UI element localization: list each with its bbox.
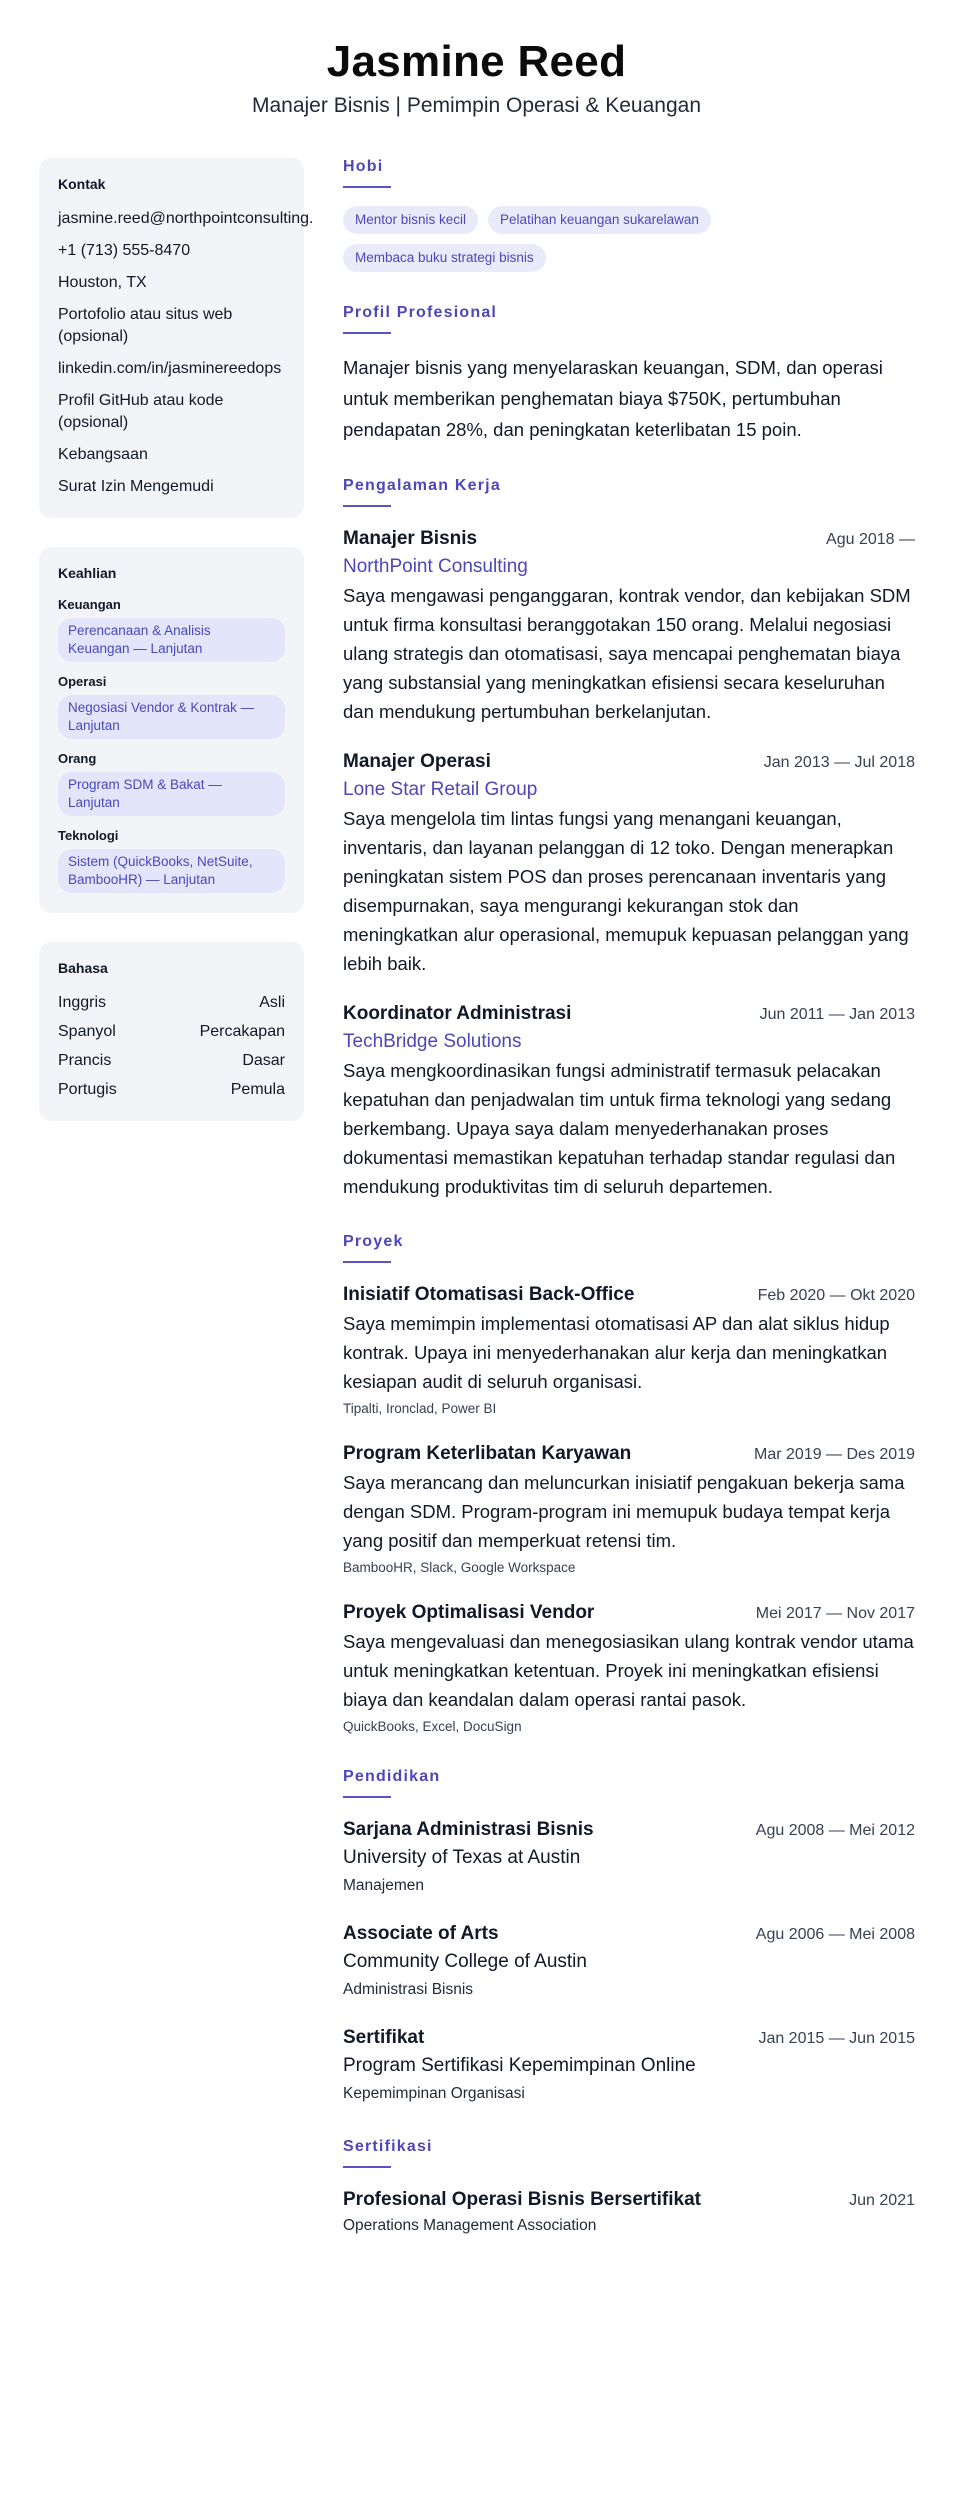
section-title: Profil Profesional: [343, 304, 498, 321]
language-row: [58, 1079, 285, 1101]
language-level: Asli: [259, 994, 285, 1011]
school-name: Program Sertifikasi Kepemimpinan Online: [343, 2055, 696, 2076]
education-entry: [343, 1920, 915, 2002]
experience-entry: [343, 525, 915, 726]
languages-title: Bahasa: [58, 960, 108, 976]
language-name: Portugis: [58, 1081, 117, 1098]
main-column: [343, 158, 915, 2270]
skill-category: Keuangan: [58, 597, 121, 612]
section-divider: [343, 1796, 391, 1798]
language-level: Dasar: [242, 1052, 285, 1069]
project-description: Saya merancang dan meluncurkan inisiatif pengakuan bekerja sama dengan SDM. Program-program ini memupuk budaya tempat kerja yang positif dan memperkuat retensi tim.: [343, 1472, 905, 1551]
project-entry: [343, 1440, 915, 1577]
degree-title: Associate of Arts: [343, 1923, 499, 1944]
contact-phone: +1 (713) 555-8470: [58, 242, 191, 259]
section-divider: [343, 2166, 391, 2168]
section-divider: [343, 505, 391, 507]
left-sidebar: [39, 158, 314, 1150]
profile-summary: Manajer bisnis yang menyelaraskan keuangan, SDM, dan operasi untuk memberikan penghematan biaya $750K, pertumbuhan pendapatan 28%, dan peningkatan keterlibatan 15 poin.: [343, 357, 883, 440]
job-company: NorthPoint Consulting: [343, 556, 528, 577]
section-title: Pendidikan: [343, 1768, 441, 1785]
contact-card: [39, 158, 314, 518]
language-name: Inggris: [58, 994, 107, 1011]
candidate-subtitle: Manajer Bisnis | Pemimpin Operasi & Keuangan: [251, 94, 701, 117]
skill-chip: Sistem (QuickBooks, NetSuite, BambooHR) — Lanjutan: [58, 849, 285, 893]
study-field: Manajemen: [343, 1877, 424, 1894]
job-company: Lone Star Retail Group: [343, 779, 538, 800]
languages-card: [39, 942, 304, 1121]
certification-title: Profesional Operasi Bisnis Bersertifikat: [343, 2189, 701, 2210]
language-level: Percakapan: [199, 1023, 285, 1040]
education-section: [343, 1768, 915, 2106]
profile-section: [343, 304, 915, 445]
skill-category: Teknologi: [58, 828, 119, 843]
projects-section: [343, 1233, 915, 1736]
job-description: Saya mengawasi penganggaran, kontrak vendor, dan kebijakan SDM untuk firma konsultasi beranggotakan 150 orang. Melalui negosiasi ulang strategis dan otomatisasi, saya mencapai penghematan biaya yang substansial yang meningkatkan efisiensi secara keseluruhan dan mendukung pertumbuhan berkelanjutan.: [343, 585, 911, 722]
language-name: Prancis: [58, 1052, 112, 1069]
certifications-section: [343, 2138, 915, 2238]
school-name: University of Texas at Austin: [343, 1847, 581, 1868]
hobbies-section: [343, 158, 915, 272]
contact-linkedin: linkedin.com/in/jasminereedops: [58, 360, 282, 377]
project-title: Inisiatif Otomatisasi Back-Office: [343, 1284, 635, 1305]
contact-github: Profil GitHub atau kode (opsional): [58, 392, 224, 431]
contact-email: jasmine.reed@northpointconsulting.: [58, 210, 314, 227]
project-title: Program Keterlibatan Karyawan: [343, 1443, 632, 1464]
contact-location: Houston, TX: [58, 274, 147, 291]
hobby-chip: Pelatihan keuangan sukarelawan: [488, 206, 711, 234]
project-entry: [343, 1599, 915, 1736]
language-name: Spanyol: [58, 1023, 116, 1040]
section-title: Hobi: [343, 158, 384, 175]
skill-chip: Program SDM & Bakat — Lanjutan: [58, 772, 285, 816]
skill-category: Operasi: [58, 674, 107, 689]
candidate-name: Jasmine Reed: [326, 37, 627, 86]
certification-date: Jun 2021: [849, 2192, 915, 2209]
contact-title: Kontak: [58, 176, 106, 192]
hobby-chip: Membaca buku strategi bisnis: [343, 244, 546, 272]
certification-issuer: Operations Management Association: [343, 2217, 597, 2234]
job-description: Saya mengelola tim lintas fungsi yang menangani keuangan, inventaris, dan layanan pelanggan di 12 toko. Dengan menerapkan peningkatan sistem POS dan proses perencanaan inventaris yang disempurnakan, saya mengurangi kekurangan stok dan meningkatkan alur operasional, memupuk kepuasan pelanggan yang lebih baik.: [343, 808, 909, 974]
job-description: Saya mengkoordinasikan fungsi administratif termasuk pelacakan kepatuhan dan penjadwalan tim untuk firma teknologi yang sedang berkembang. Upaya saya dalam menyederhanakan proses dokumentasi memastikan kepatuhan terhadap standar regulasi dan mendukung produktivitas tim di seluruh departemen.: [343, 1060, 896, 1197]
project-date: Mei 2017 — Nov 2017: [755, 1605, 915, 1622]
experience-entry: [343, 1000, 915, 1201]
education-entry: [343, 2024, 915, 2106]
project-date: Mar 2019 — Des 2019: [754, 1446, 915, 1463]
hobby-list: [343, 206, 915, 272]
education-entry: [343, 1816, 915, 1898]
language-row: [58, 1021, 285, 1043]
job-date: Jan 2013 — Jul 2018: [763, 754, 915, 771]
degree-title: Sarjana Administrasi Bisnis: [343, 1819, 594, 1840]
experience-entry: [343, 748, 915, 978]
section-divider: [343, 1261, 391, 1263]
job-title: Manajer Operasi: [343, 751, 491, 772]
section-title: Sertifikasi: [343, 2138, 433, 2155]
education-date: Agu 2006 — Mei 2008: [755, 1926, 915, 1943]
project-title: Proyek Optimalisasi Vendor: [343, 1602, 595, 1623]
section-divider: [343, 186, 391, 188]
skill-chip: Negosiasi Vendor & Kontrak — Lanjutan: [58, 695, 285, 739]
section-divider: [343, 332, 391, 334]
job-title: Koordinator Administrasi: [343, 1003, 572, 1024]
job-date: Jun 2011 — Jan 2013: [759, 1006, 915, 1023]
experience-section: [343, 477, 915, 1201]
project-description: Saya memimpin implementasi otomatisasi AP dan alat siklus hidup kontrak. Upaya ini menyederhanakan alur kerja dan meningkatkan kesiapan audit di seluruh organisasi.: [343, 1313, 890, 1392]
section-title: Pengalaman Kerja: [343, 477, 501, 494]
skill-chip: Perencanaan & Analisis Keuangan — Lanjutan: [58, 618, 285, 662]
education-date: Agu 2008 — Mei 2012: [755, 1822, 915, 1839]
study-field: Administrasi Bisnis: [343, 1981, 474, 1998]
project-description: Saya mengevaluasi dan menegosiasikan ulang kontrak vendor utama untuk meningkatkan ketentuan. Proyek ini meningkatkan efisiensi biaya dan keandalan dalam operasi rantai pasok.: [343, 1631, 914, 1710]
contact-nationality: Kebangsaan: [58, 446, 148, 463]
contact-portfolio: Portofolio atau situs web (opsional): [58, 306, 233, 345]
project-date: Feb 2020 — Okt 2020: [757, 1287, 915, 1304]
job-date: Agu 2018 —: [826, 531, 915, 548]
skills-card: [39, 547, 304, 913]
education-date: Jan 2015 — Jun 2015: [758, 2030, 915, 2047]
resume-header: [0, 0, 953, 120]
job-company: TechBridge Solutions: [343, 1031, 522, 1052]
skills-title: Keahlian: [58, 565, 117, 581]
project-tools: Tipalti, Ironclad, Power BI: [343, 1401, 497, 1416]
degree-title: Sertifikat: [343, 2027, 425, 2048]
language-row: [58, 992, 285, 1014]
language-row: [58, 1050, 285, 1072]
project-entry: [343, 1281, 915, 1418]
skill-category: Orang: [58, 751, 97, 766]
hobby-chip: Mentor bisnis kecil: [343, 206, 478, 234]
study-field: Kepemimpinan Organisasi: [343, 2085, 525, 2102]
project-tools: BambooHR, Slack, Google Workspace: [343, 1560, 576, 1575]
project-tools: QuickBooks, Excel, DocuSign: [343, 1719, 522, 1734]
school-name: Community College of Austin: [343, 1951, 587, 1972]
certification-entry: [343, 2186, 915, 2238]
section-title: Proyek: [343, 1233, 404, 1250]
contact-license: Surat Izin Mengemudi: [58, 478, 214, 495]
job-title: Manajer Bisnis: [343, 528, 478, 549]
language-level: Pemula: [230, 1081, 285, 1098]
